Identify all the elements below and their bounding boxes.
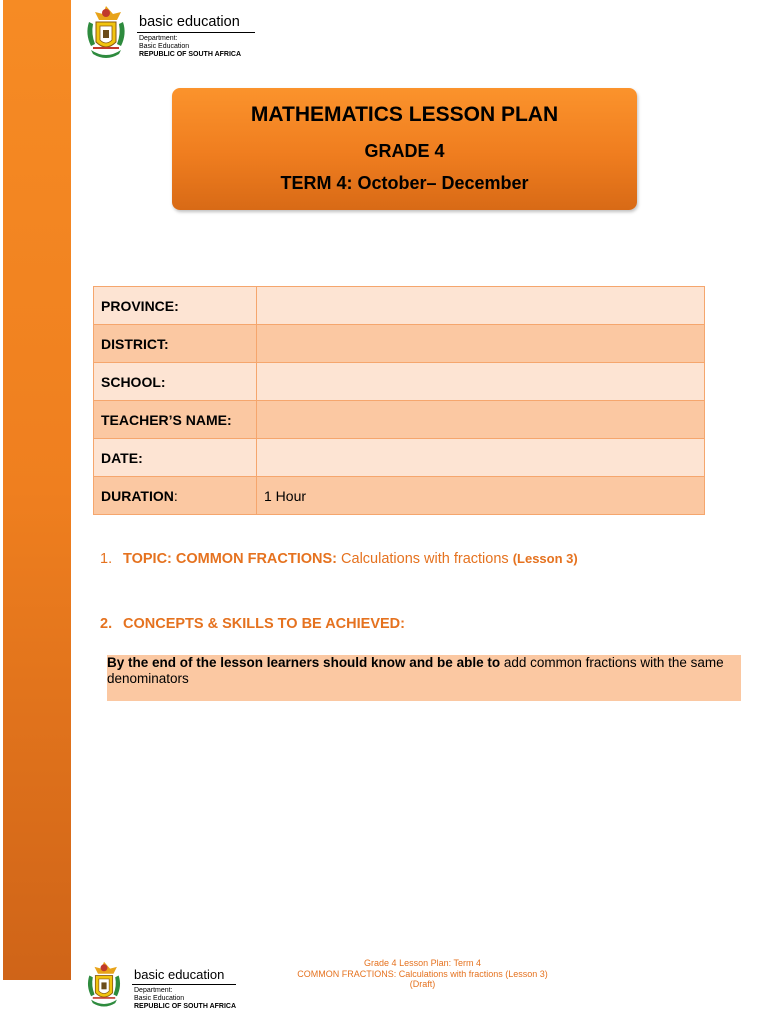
topic-text: Calculations with fractions: [337, 551, 513, 567]
title-banner: [172, 88, 637, 210]
district-label: DISTRICT:: [94, 325, 257, 363]
date-field[interactable]: [257, 439, 705, 477]
concepts-label: CONCEPTS & SKILLS TO BE ACHIEVED:: [123, 616, 405, 632]
document-title: MATHEMATICS LESSON PLAN: [250, 103, 559, 126]
term-label: TERM 4: October– December: [280, 173, 529, 193]
concepts-box: [107, 655, 741, 701]
footer-line-1: Grade 4 Lesson Plan: Term 4: [364, 958, 481, 968]
table-row: [94, 439, 705, 477]
logo-rule: [132, 984, 236, 985]
duration-colon: :: [173, 487, 178, 504]
dept-label: Department:: [134, 987, 173, 994]
dbe-logo-footer: [84, 960, 236, 1011]
section-number: 1.: [100, 551, 113, 567]
coat-of-arms-icon: [84, 960, 124, 1010]
dept-name: Basic Education: [134, 995, 185, 1002]
concepts-paragraph: [107, 655, 741, 687]
footer-line-2: COMMON FRACTIONS: Calculations with fractions (Lesson 3): [297, 968, 548, 979]
dept-label: Department:: [139, 35, 178, 42]
lesson-number: (Lesson 3): [512, 551, 578, 566]
district-field[interactable]: [257, 325, 705, 363]
table-row: [94, 477, 705, 515]
brand-name: basic education: [134, 967, 225, 982]
school-field[interactable]: [257, 363, 705, 401]
teacher-name-field[interactable]: [257, 401, 705, 439]
coat-of-arms-icon: [83, 4, 129, 62]
table-row: [94, 363, 705, 401]
details-table: [93, 286, 705, 515]
table-row: [94, 287, 705, 325]
dbe-logo-header: [83, 4, 255, 62]
country-name: REPUBLIC OF SOUTH AFRICA: [139, 51, 242, 58]
duration-label-text: DURATION: [101, 487, 174, 504]
side-accent-bar: [3, 0, 71, 980]
dept-name: Basic Education: [139, 43, 190, 50]
section-number: 2.: [100, 616, 113, 632]
country-name: REPUBLIC OF SOUTH AFRICA: [134, 1003, 237, 1010]
concepts-text: add common fractions with the same denominators: [107, 655, 724, 686]
table-row: [94, 325, 705, 363]
concepts-lead: By the end of the lesson learners should know and be able to: [107, 655, 501, 670]
table-row: [94, 401, 705, 439]
page-footer: [290, 958, 555, 990]
duration-field[interactable]: 1 Hour: [257, 477, 705, 515]
duration-label: [94, 477, 257, 515]
grade-label: GRADE 4: [364, 141, 445, 161]
topic-heading: [100, 551, 578, 567]
teacher-name-label: TEACHER’S NAME:: [94, 401, 257, 439]
school-label: SCHOOL:: [94, 363, 257, 401]
topic-label: TOPIC: COMMON FRACTIONS:: [123, 551, 337, 567]
date-label: DATE:: [94, 439, 257, 477]
logo-rule: [137, 32, 255, 33]
province-label: PROVINCE:: [94, 287, 257, 325]
brand-name: basic education: [139, 14, 240, 30]
province-field[interactable]: [257, 287, 705, 325]
concepts-heading: [100, 616, 405, 632]
footer-line-3: (Draft): [409, 979, 436, 989]
